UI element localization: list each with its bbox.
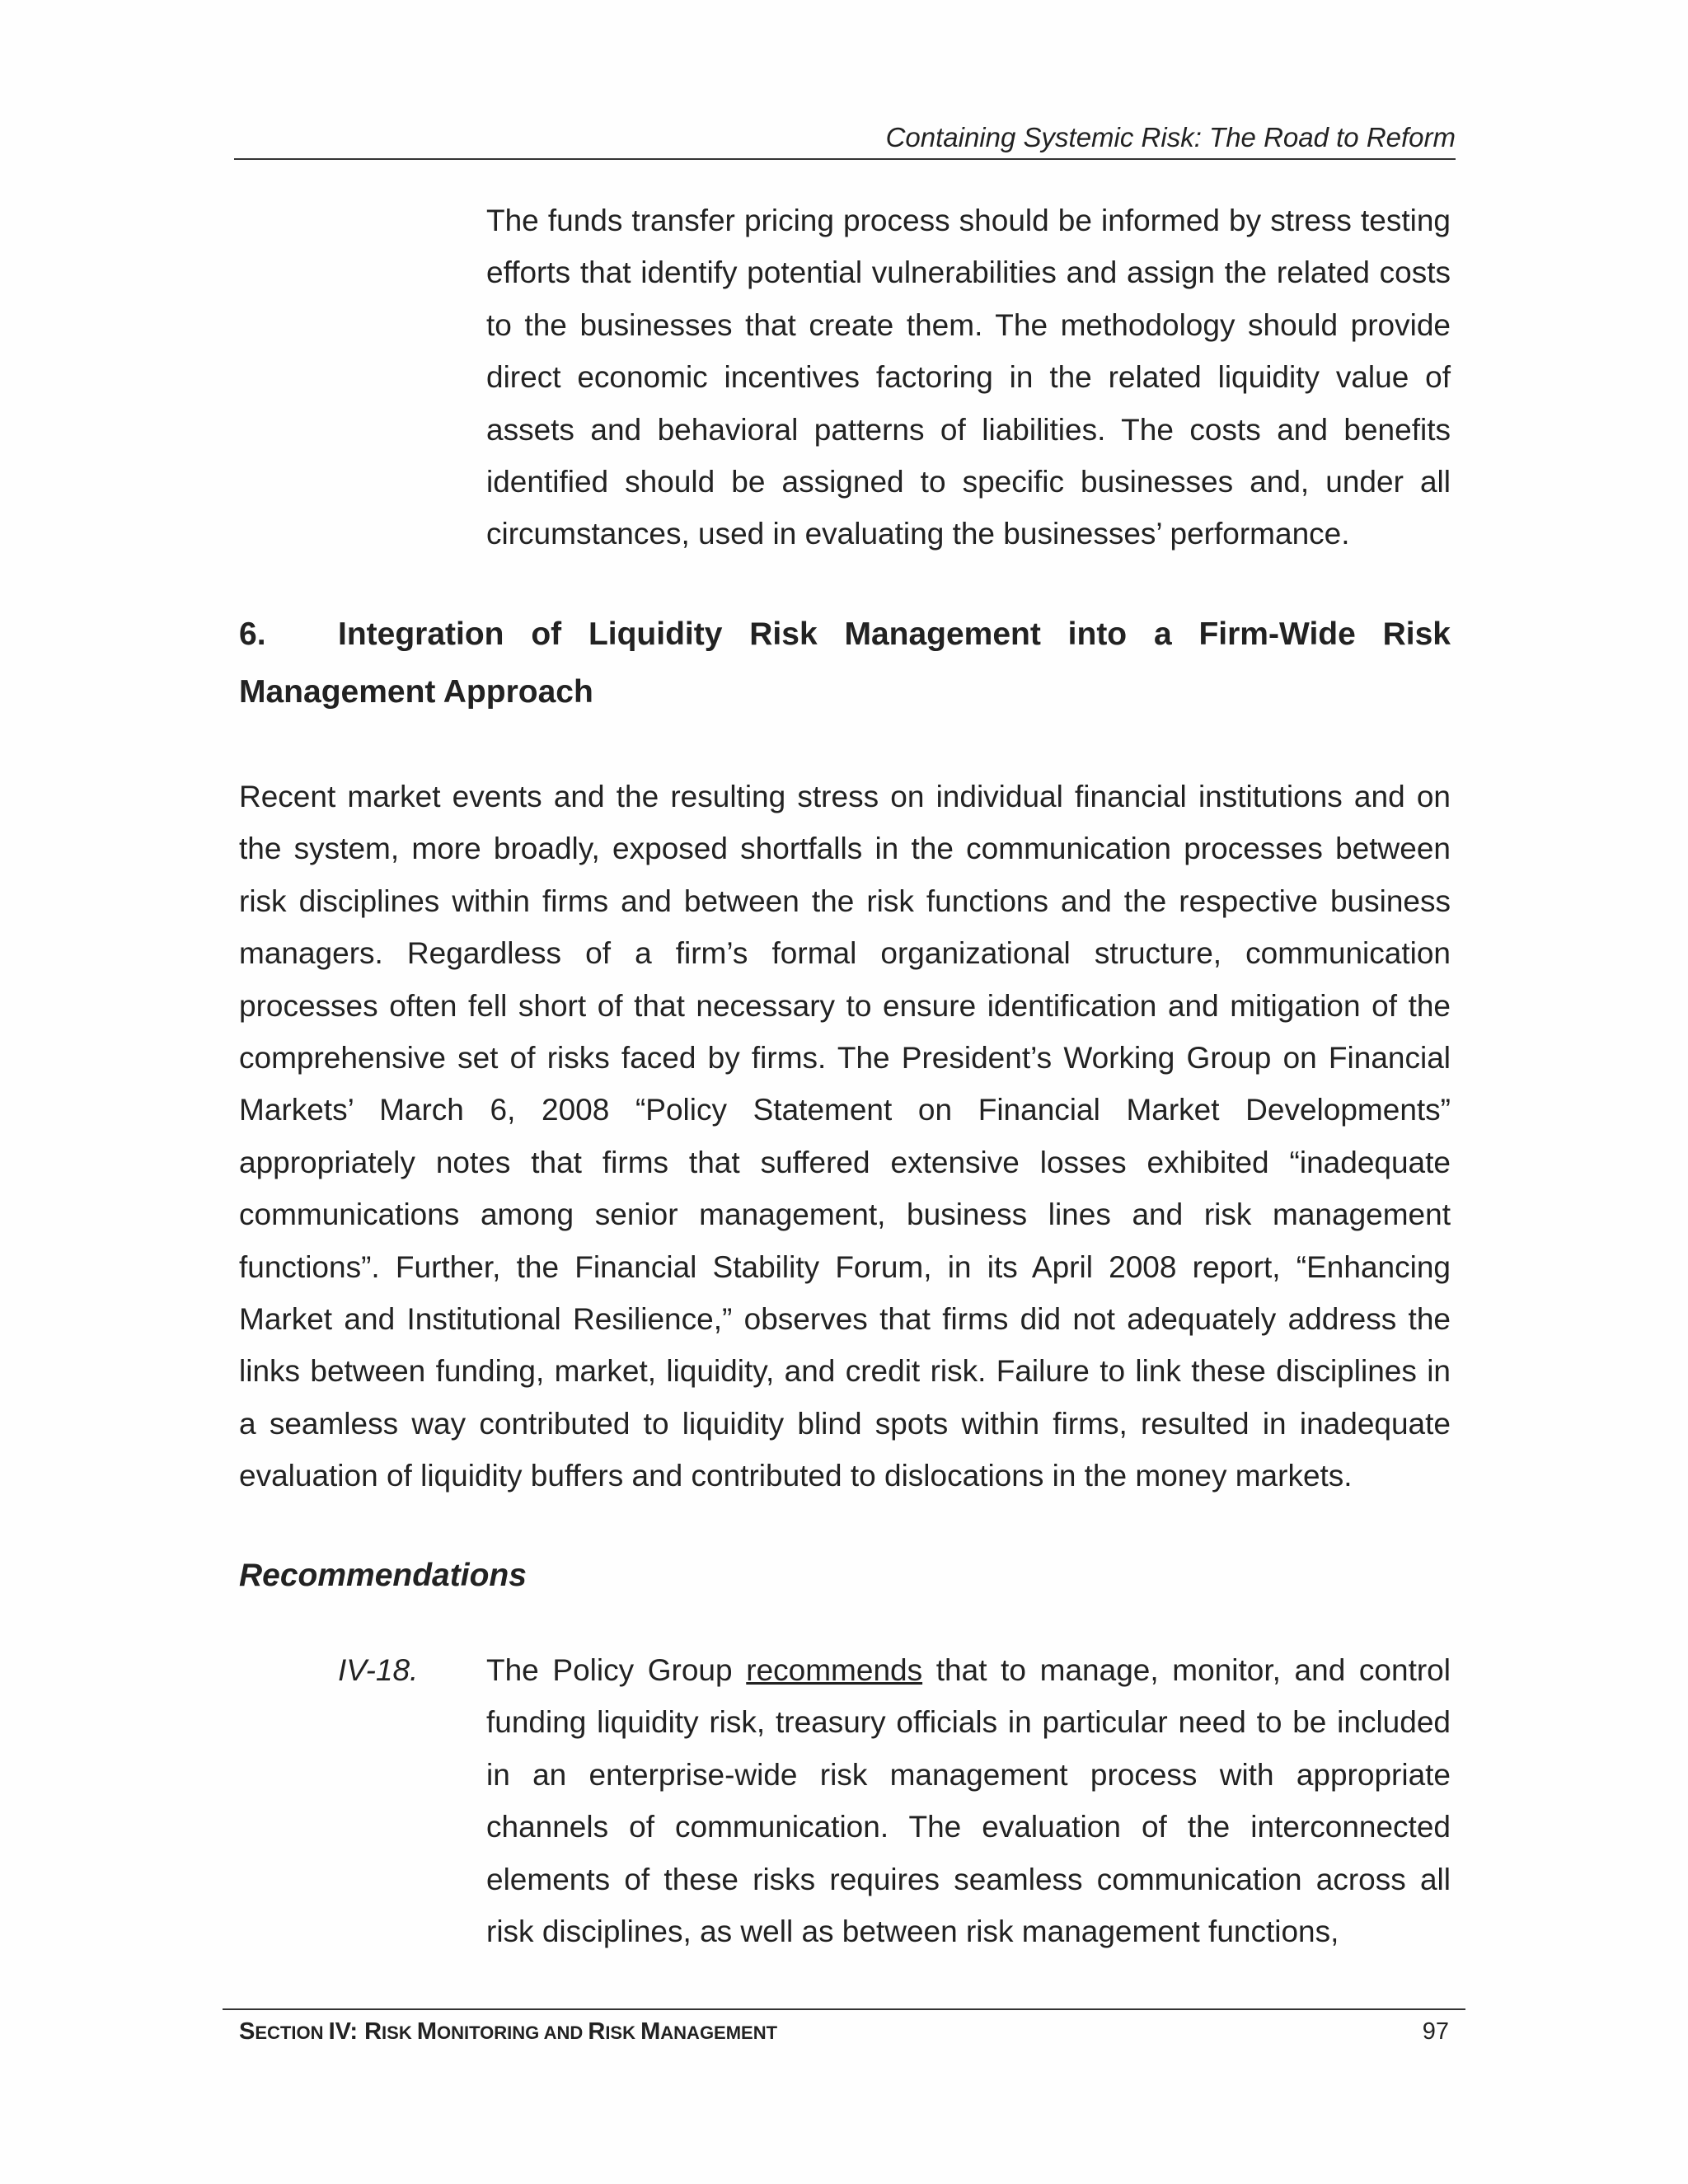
recommendation-lead: The Policy Group	[486, 1653, 747, 1687]
intro-paragraph: The funds transfer pricing process should be informed by stress testing efforts that identify potential vulnerabilities and assign the related costs to the businesses that create them. The methodology should provide direct economic incentives factoring in the related liquidity value of assets and behavioral patterns of liabilities. The costs and benefits identified should be assigned to specific businesses and, under all circumstances, used in evaluating the businesses’ performance.	[486, 204, 1451, 551]
section-title: Integration of Liquidity Risk Management into a Firm-Wide Risk Management Approach	[239, 616, 1451, 710]
recommendation-rest: that to manage, monitor, and control funding liquidity risk, treasury officials in particular need to be included in an enterprise-wide risk management process with appropriate channels of communication. The evaluation of the interconnected elements of these risks requires seamless communication across all risk disciplines, as well as between risk management functions,	[486, 1653, 1451, 1949]
section-body-paragraph: Recent market events and the resulting stress on individual financial institutions and on the system, more broadly, exposed shortfalls in the communication processes between risk disciplines within firms and between the risk functions and the respective business managers. Regardless of a firm’s formal organizational structure, communication processes often fell short of that necessary to ensure identification and mitigation of the comprehensive set of risks faced by firms. The President’s Working Group on Financial Markets’ March 6, 2008 “Policy Statement on Financial Market Developments” appropriately notes that firms that suffered extensive losses exhibited “inadequate communications among senior management, business lines and risk management functions”. Further, the Financial Stability Forum, in its April 2008 report, “Enhancing Market and Institutional Resilience,” observes that firms did not adequately address the links between funding, market, liquidity, and credit risk. Failure to link these disciplines in a seamless way contributed to liquidity blind spots within firms, resulted in inadequate evaluation of liquidity buffers and contributed to dislocations in the money markets.	[239, 780, 1451, 1493]
recommendation-number: IV-18.	[338, 1653, 419, 1687]
section-number: 6.	[239, 616, 266, 652]
recommendation-keyword: recommends	[746, 1653, 923, 1687]
recommendations-heading: Recommendations	[239, 1558, 527, 1593]
footer-section-label: SECTION IV: RISK MONITORING AND RISK MANAGEMENT	[239, 2018, 778, 2045]
recommendation-text	[486, 1644, 1451, 1957]
page-number: 97	[1422, 2018, 1449, 2045]
running-title: Containing Systemic Risk: The Road to Reform	[885, 122, 1456, 152]
section-heading	[239, 606, 1451, 721]
page-footer	[223, 2008, 1465, 2045]
running-header	[234, 122, 1456, 160]
